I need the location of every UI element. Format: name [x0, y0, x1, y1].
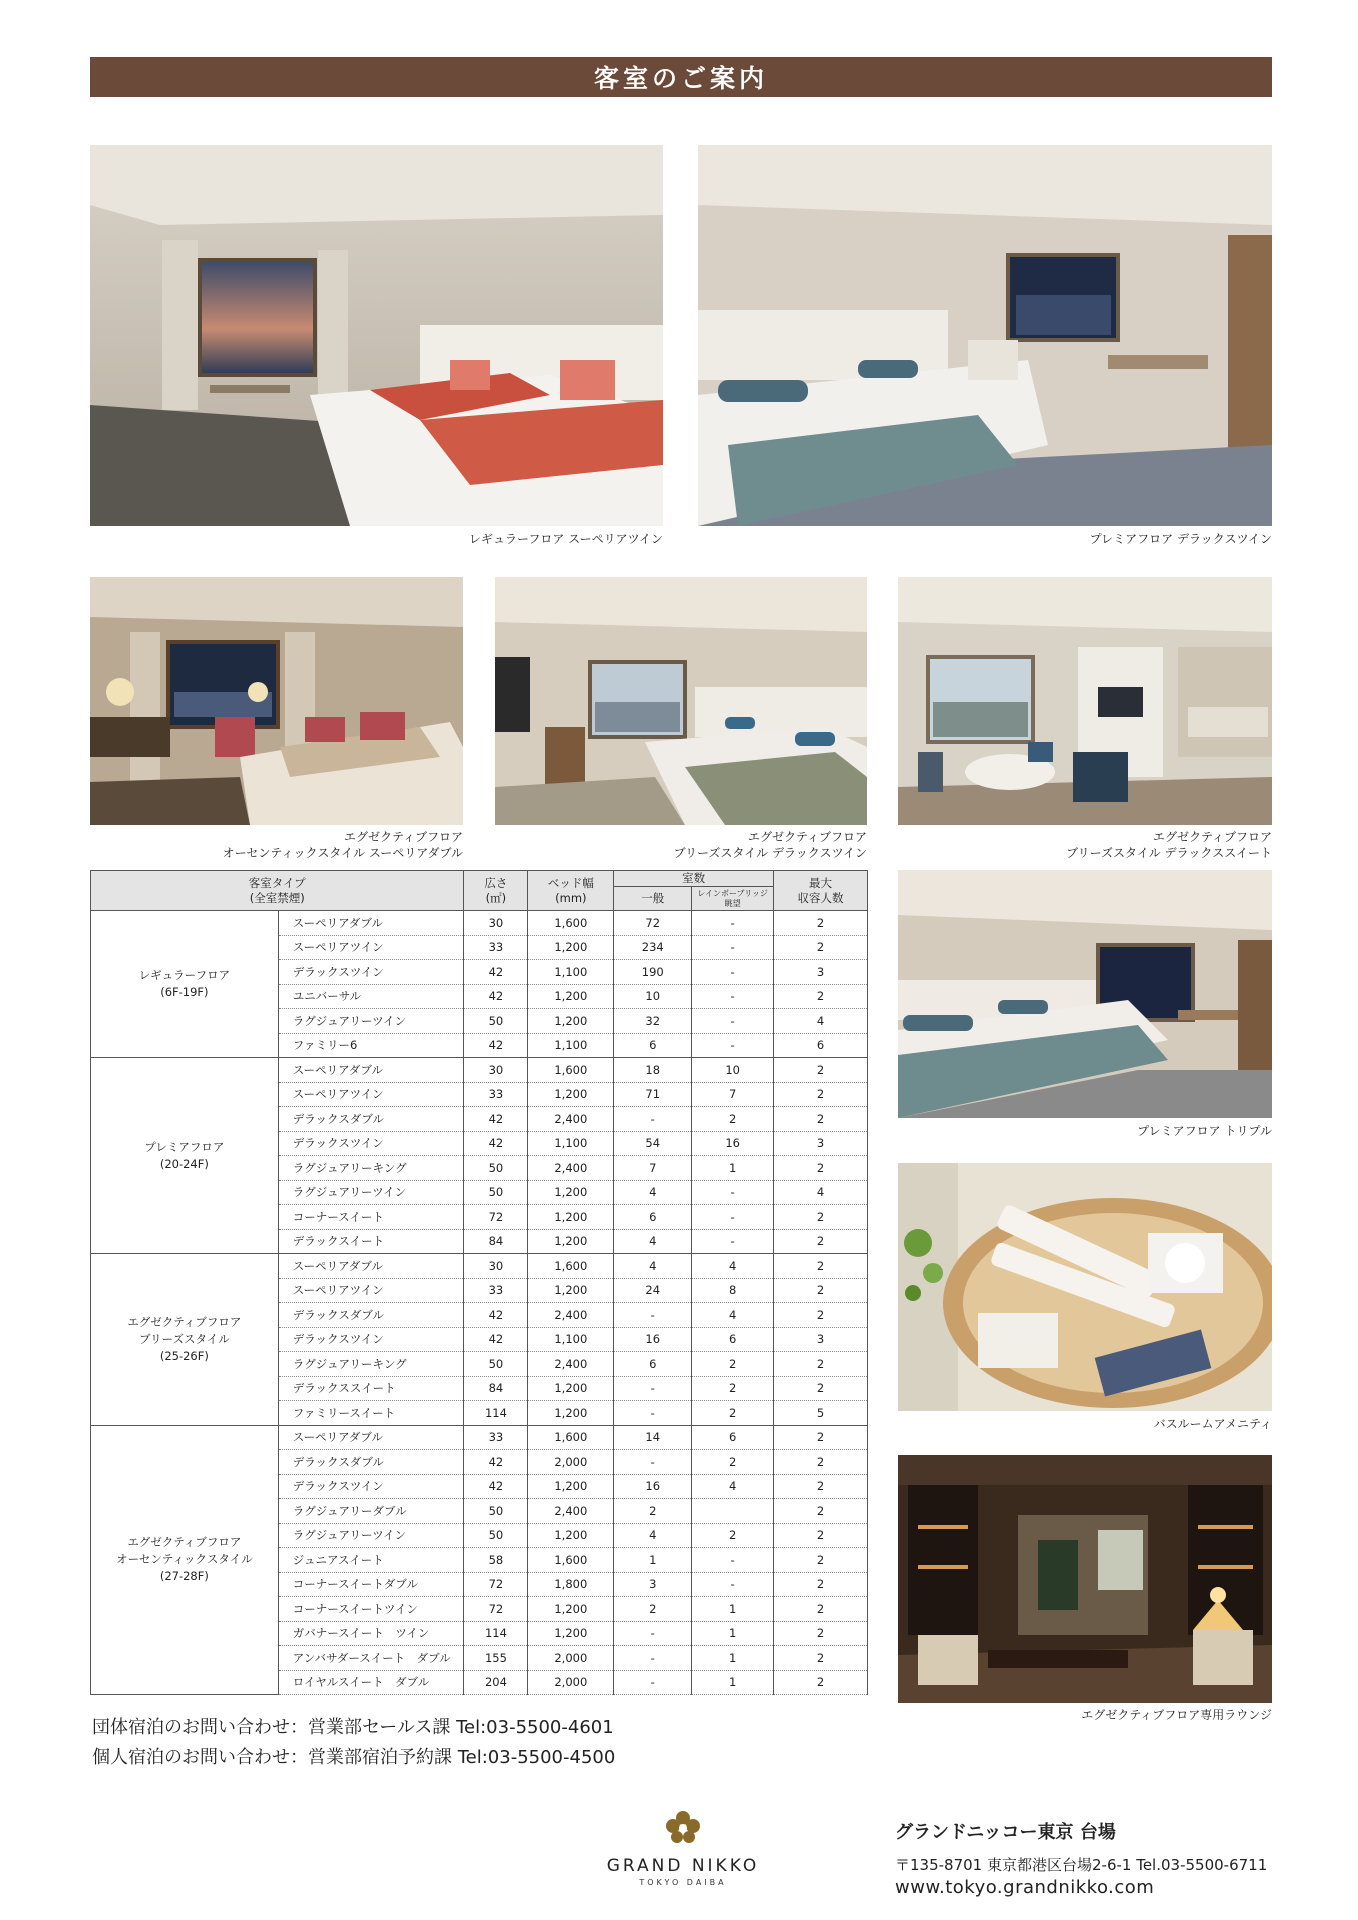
- photo-regular-superior-twin: [90, 145, 663, 526]
- rainbow-view-count-cell: -: [692, 1033, 774, 1058]
- general-count-cell: 6: [614, 1033, 692, 1058]
- header-size: 広さ (㎡): [464, 871, 528, 911]
- caption-premier-deluxe-twin: プレミアフロア デラックスツイン: [1089, 532, 1272, 546]
- general-count-cell: 6: [614, 1205, 692, 1230]
- room-type-cell: デラックスツイン: [278, 1327, 464, 1352]
- bed-width-cell: 1,200: [528, 1401, 614, 1426]
- table-row: [91, 1254, 868, 1279]
- bed-width-cell: 2,400: [528, 1352, 614, 1377]
- room-type-cell: デラックスダブル: [278, 1450, 464, 1475]
- size-cell: 114: [464, 1621, 528, 1646]
- floor-group-line: (6F-19F): [160, 985, 209, 999]
- room-type-cell: デラックスダブル: [278, 1303, 464, 1328]
- rainbow-view-count-cell: 6: [692, 1327, 774, 1352]
- rainbow-view-count-cell: 4: [692, 1474, 774, 1499]
- floor-group-line: (25-26F): [159, 1348, 209, 1363]
- max-occupancy-cell: 3: [774, 1327, 868, 1352]
- room-type-cell: ジュニアスイート: [278, 1548, 464, 1573]
- size-cell: 42: [464, 1327, 528, 1352]
- max-occupancy-cell: 6: [774, 1033, 868, 1058]
- general-count-cell: 18: [614, 1058, 692, 1083]
- room-type-cell: デラックスダブル: [278, 1107, 464, 1132]
- max-occupancy-cell: 3: [774, 960, 868, 985]
- bed-width-cell: 1,100: [528, 1033, 614, 1058]
- hotel-address: 〒135-8701 東京都港区台場2-6-1 Tel.03-5500-6711: [895, 1856, 1268, 1874]
- rainbow-view-count-cell: -: [692, 911, 774, 936]
- size-cell: 30: [464, 1058, 528, 1083]
- general-count-cell: 54: [614, 1131, 692, 1156]
- table-row: [91, 911, 868, 936]
- size-cell: 72: [464, 1572, 528, 1597]
- general-count-cell: 16: [614, 1474, 692, 1499]
- photo-executive-lounge: [898, 1455, 1272, 1703]
- max-occupancy-cell: 5: [774, 1401, 868, 1426]
- max-occupancy-cell: 2: [774, 1278, 868, 1303]
- max-occupancy-cell: 2: [774, 1229, 868, 1254]
- rainbow-view-count-cell: -: [692, 1229, 774, 1254]
- max-occupancy-cell: 2: [774, 1303, 868, 1328]
- rainbow-view-count-cell: 1: [692, 1597, 774, 1622]
- size-cell: 33: [464, 1278, 528, 1303]
- max-occupancy-cell: 2: [774, 1082, 868, 1107]
- max-occupancy-cell: 3: [774, 1131, 868, 1156]
- rainbow-view-count-cell: 7: [692, 1082, 774, 1107]
- size-cell: 58: [464, 1548, 528, 1573]
- rainbow-view-count-cell: 2: [692, 1352, 774, 1377]
- room-type-cell: スーペリアダブル: [278, 911, 464, 936]
- bed-width-cell: 1,200: [528, 1205, 614, 1230]
- photo-premier-deluxe-twin: [698, 145, 1272, 526]
- size-cell: 155: [464, 1646, 528, 1671]
- room-type-cell: ラグジュアリーツイン: [278, 1009, 464, 1034]
- room-type-cell: ラグジュアリーキング: [278, 1352, 464, 1377]
- bed-width-cell: 2,400: [528, 1107, 614, 1132]
- caption-exec-breeze-deluxe-twin: [567, 829, 867, 861]
- general-count-cell: 234: [614, 935, 692, 960]
- size-cell: 42: [464, 984, 528, 1009]
- bed-width-cell: 1,800: [528, 1572, 614, 1597]
- room-type-cell: ガバナースイート ツイン: [278, 1621, 464, 1646]
- photo-exec-breeze-deluxe-twin: [495, 577, 867, 825]
- max-occupancy-cell: 2: [774, 1474, 868, 1499]
- floor-group-line: レギュラーフロア: [138, 968, 231, 982]
- size-cell: 72: [464, 1597, 528, 1622]
- caption-line: ブリーズスタイル デラックスツイン: [673, 846, 867, 860]
- bed-width-cell: 1,600: [528, 1058, 614, 1083]
- max-occupancy-cell: 4: [774, 1180, 868, 1205]
- room-type-cell: デラックスツイン: [278, 1474, 464, 1499]
- size-cell: 42: [464, 1131, 528, 1156]
- rainbow-view-count-cell: [692, 1499, 774, 1524]
- size-cell: 30: [464, 1254, 528, 1279]
- general-count-cell: 2: [614, 1499, 692, 1524]
- bed-width-cell: 1,200: [528, 1597, 614, 1622]
- bed-width-cell: 1,200: [528, 1180, 614, 1205]
- general-count-cell: 71: [614, 1082, 692, 1107]
- caption-bathroom-amenity: バスルームアメニティ: [1153, 1417, 1272, 1431]
- rainbow-view-count-cell: -: [692, 1572, 774, 1597]
- photo-exec-breeze-deluxe-suite: [898, 577, 1272, 825]
- photo-bathroom-amenity: [898, 1163, 1272, 1411]
- general-count-cell: 14: [614, 1425, 692, 1450]
- rainbow-view-count-cell: 10: [692, 1058, 774, 1083]
- caption-line: ブリーズスタイル デラックススイート: [1066, 846, 1272, 860]
- general-count-cell: -: [614, 1450, 692, 1475]
- bed-width-cell: 1,200: [528, 1621, 614, 1646]
- max-occupancy-cell: 2: [774, 1058, 868, 1083]
- bed-width-cell: 1,600: [528, 1425, 614, 1450]
- flower-crest-icon: [663, 1808, 703, 1846]
- general-count-cell: 24: [614, 1278, 692, 1303]
- room-type-cell: スーペリアツイン: [278, 935, 464, 960]
- size-cell: 50: [464, 1499, 528, 1524]
- floor-group-label: [91, 1058, 279, 1254]
- general-count-cell: -: [614, 1401, 692, 1426]
- rainbow-view-count-cell: -: [692, 1205, 774, 1230]
- room-type-cell: デラックスツイン: [278, 960, 464, 985]
- general-count-cell: 32: [614, 1009, 692, 1034]
- rainbow-view-count-cell: 2: [692, 1450, 774, 1475]
- general-count-cell: 3: [614, 1572, 692, 1597]
- max-occupancy-cell: 2: [774, 1523, 868, 1548]
- max-occupancy-cell: 2: [774, 1572, 868, 1597]
- bed-width-cell: 1,200: [528, 1376, 614, 1401]
- rainbow-view-count-cell: 1: [692, 1646, 774, 1671]
- rainbow-view-count-cell: 8: [692, 1278, 774, 1303]
- max-occupancy-cell: 2: [774, 1205, 868, 1230]
- max-occupancy-cell: 2: [774, 1450, 868, 1475]
- room-type-cell: ラグジュアリーキング: [278, 1156, 464, 1181]
- general-count-cell: 2: [614, 1597, 692, 1622]
- room-type-cell: ロイヤルスイート ダブル: [278, 1670, 464, 1695]
- max-occupancy-cell: 2: [774, 1621, 868, 1646]
- room-type-cell: スーペリアダブル: [278, 1425, 464, 1450]
- max-occupancy-cell: 2: [774, 935, 868, 960]
- rainbow-view-count-cell: -: [692, 935, 774, 960]
- general-count-cell: 4: [614, 1254, 692, 1279]
- hotel-info: [895, 1818, 1267, 1898]
- caption-premier-triple: プレミアフロア トリプル: [1137, 1124, 1272, 1138]
- bed-width-cell: 2,000: [528, 1450, 614, 1475]
- general-count-cell: 4: [614, 1229, 692, 1254]
- size-cell: 50: [464, 1156, 528, 1181]
- contact-individual: 個人宿泊のお問い合わせ：営業部宿泊予約課 Tel:03-5500-4500: [92, 1747, 616, 1768]
- max-occupancy-cell: 2: [774, 1499, 868, 1524]
- bed-width-cell: 1,200: [528, 1523, 614, 1548]
- rainbow-view-count-cell: 16: [692, 1131, 774, 1156]
- room-type-cell: ユニバーサル: [278, 984, 464, 1009]
- table-row: [91, 1058, 868, 1083]
- bed-width-cell: 1,200: [528, 1278, 614, 1303]
- bed-width-cell: 1,100: [528, 1327, 614, 1352]
- size-cell: 33: [464, 1425, 528, 1450]
- caption-regular-superior-twin: レギュラーフロア スーペリアツイン: [468, 532, 663, 546]
- rainbow-view-count-cell: -: [692, 1548, 774, 1573]
- bed-width-cell: 1,100: [528, 1131, 614, 1156]
- logo-subtitle: TOKYO DAIBA: [639, 1878, 727, 1887]
- max-occupancy-cell: 2: [774, 1376, 868, 1401]
- room-type-cell: コーナースイートダブル: [278, 1572, 464, 1597]
- general-count-cell: 72: [614, 911, 692, 936]
- size-cell: 114: [464, 1401, 528, 1426]
- room-type-cell: スーペリアダブル: [278, 1254, 464, 1279]
- bed-width-cell: 2,000: [528, 1646, 614, 1671]
- caption-line: エグゼクティブフロア: [343, 830, 463, 844]
- bed-width-cell: 1,100: [528, 960, 614, 985]
- room-type-cell: スーペリアツイン: [278, 1082, 464, 1107]
- rainbow-view-count-cell: 4: [692, 1303, 774, 1328]
- header-room-type: 客室タイプ (全室禁煙): [91, 871, 464, 911]
- rainbow-view-count-cell: 1: [692, 1621, 774, 1646]
- page-title: 客室のご案内: [90, 57, 1272, 97]
- header-bed-width: ベッド幅 (mm): [528, 871, 614, 911]
- general-count-cell: -: [614, 1670, 692, 1695]
- rainbow-view-count-cell: 1: [692, 1670, 774, 1695]
- room-type-cell: コーナースイートツイン: [278, 1597, 464, 1622]
- size-cell: 42: [464, 1303, 528, 1328]
- hotel-url[interactable]: www.tokyo.grandnikko.com: [895, 1877, 1155, 1898]
- size-cell: 33: [464, 1082, 528, 1107]
- floor-group-line: (20-24F): [159, 1156, 209, 1171]
- max-occupancy-cell: 2: [774, 1254, 868, 1279]
- header-general: 一般: [614, 887, 692, 911]
- rainbow-view-count-cell: -: [692, 960, 774, 985]
- rainbow-view-count-cell: 2: [692, 1107, 774, 1132]
- hotel-name: グランドニッコー東京 台場: [895, 1822, 1116, 1843]
- size-cell: 84: [464, 1229, 528, 1254]
- bed-width-cell: 2,400: [528, 1156, 614, 1181]
- rainbow-view-count-cell: -: [692, 1009, 774, 1034]
- general-count-cell: 4: [614, 1523, 692, 1548]
- general-count-cell: -: [614, 1303, 692, 1328]
- room-type-cell: ラグジュアリーツイン: [278, 1180, 464, 1205]
- floor-group-line: ブリーズスタイル: [138, 1331, 230, 1346]
- floor-group-label: [91, 1425, 279, 1695]
- floor-group-line: オーセンティックスタイル: [116, 1552, 253, 1567]
- bed-width-cell: 1,200: [528, 1474, 614, 1499]
- caption-line: エグゼクティブフロア: [1152, 830, 1272, 844]
- caption-exec-authentic-superior-double: [163, 829, 463, 861]
- rainbow-view-count-cell: 1: [692, 1156, 774, 1181]
- rainbow-view-count-cell: 6: [692, 1425, 774, 1450]
- rainbow-view-count-cell: 2: [692, 1523, 774, 1548]
- general-count-cell: 7: [614, 1156, 692, 1181]
- rainbow-view-count-cell: -: [692, 1180, 774, 1205]
- caption-executive-lounge: エグゼクティブフロア専用ラウンジ: [1081, 1708, 1272, 1722]
- room-type-cell: デラックスイート: [278, 1229, 464, 1254]
- header-rainbow-bridge-view: レインボーブリッジ 眺望: [692, 887, 774, 911]
- size-cell: 50: [464, 1180, 528, 1205]
- logo-name: GRAND NIKKO: [606, 1856, 760, 1876]
- bed-width-cell: 1,600: [528, 1548, 614, 1573]
- max-occupancy-cell: 2: [774, 1548, 868, 1573]
- caption-line: オーセンティックスタイル スーペリアダブル: [222, 846, 463, 860]
- bed-width-cell: 1,200: [528, 984, 614, 1009]
- size-cell: 42: [464, 1033, 528, 1058]
- general-count-cell: 4: [614, 1180, 692, 1205]
- header-max-occupancy: 最大 収容人数: [774, 871, 868, 911]
- general-count-cell: -: [614, 1621, 692, 1646]
- bed-width-cell: 2,400: [528, 1499, 614, 1524]
- size-cell: 33: [464, 935, 528, 960]
- max-occupancy-cell: 2: [774, 1646, 868, 1671]
- bed-width-cell: 2,000: [528, 1670, 614, 1695]
- floor-group-line: エグゼクティブフロア: [127, 1535, 242, 1550]
- floor-group-line: (27-28F): [159, 1569, 209, 1584]
- room-type-cell: アンバサダースイート ダブル: [278, 1646, 464, 1671]
- room-type-cell: スーペリアツイン: [278, 1278, 464, 1303]
- bed-width-cell: 1,600: [528, 1254, 614, 1279]
- max-occupancy-cell: 2: [774, 1425, 868, 1450]
- general-count-cell: 190: [614, 960, 692, 985]
- general-count-cell: 1: [614, 1548, 692, 1573]
- rainbow-view-count-cell: 2: [692, 1401, 774, 1426]
- floor-group-line: エグゼクティブフロア: [127, 1314, 242, 1329]
- photo-exec-authentic-superior-double: [90, 577, 463, 825]
- contact-group: 団体宿泊のお問い合わせ：営業部セールス課 Tel:03-5500-4601: [92, 1717, 614, 1738]
- floor-group-line: プレミアフロア: [144, 1139, 225, 1154]
- rainbow-view-count-cell: 4: [692, 1254, 774, 1279]
- size-cell: 50: [464, 1523, 528, 1548]
- caption-exec-breeze-deluxe-suite: [972, 829, 1272, 861]
- max-occupancy-cell: 2: [774, 1670, 868, 1695]
- max-occupancy-cell: 2: [774, 1352, 868, 1377]
- max-occupancy-cell: 2: [774, 1107, 868, 1132]
- room-type-cell: ファミリースイート: [278, 1401, 464, 1426]
- header-room-count: 室数: [614, 871, 774, 887]
- floor-group-label: [91, 911, 279, 1058]
- max-occupancy-cell: 2: [774, 984, 868, 1009]
- room-type-cell: コーナースイート: [278, 1205, 464, 1230]
- general-count-cell: 10: [614, 984, 692, 1009]
- bed-width-cell: 1,200: [528, 1009, 614, 1034]
- bed-width-cell: 1,200: [528, 1229, 614, 1254]
- rainbow-view-count-cell: 2: [692, 1376, 774, 1401]
- grand-nikko-logo: [598, 1808, 768, 1887]
- size-cell: 50: [464, 1009, 528, 1034]
- table-row: [91, 1425, 868, 1450]
- general-count-cell: -: [614, 1646, 692, 1671]
- room-type-cell: デラックススイート: [278, 1376, 464, 1401]
- general-count-cell: 6: [614, 1352, 692, 1377]
- bed-width-cell: 1,200: [528, 935, 614, 960]
- max-occupancy-cell: 2: [774, 1156, 868, 1181]
- size-cell: 204: [464, 1670, 528, 1695]
- bed-width-cell: 2,400: [528, 1303, 614, 1328]
- size-cell: 84: [464, 1376, 528, 1401]
- caption-line: エグゼクティブフロア: [747, 830, 867, 844]
- room-type-cell: デラックスツイン: [278, 1131, 464, 1156]
- bed-width-cell: 1,600: [528, 911, 614, 936]
- floor-group-label: [91, 1254, 279, 1426]
- room-type-table: [90, 870, 868, 1695]
- size-cell: 72: [464, 1205, 528, 1230]
- room-type-cell: ファミリー6: [278, 1033, 464, 1058]
- photo-premier-triple: [898, 870, 1272, 1118]
- general-count-cell: -: [614, 1376, 692, 1401]
- bed-width-cell: 1,200: [528, 1082, 614, 1107]
- general-count-cell: 16: [614, 1327, 692, 1352]
- size-cell: 50: [464, 1352, 528, 1377]
- size-cell: 42: [464, 960, 528, 985]
- max-occupancy-cell: 2: [774, 911, 868, 936]
- size-cell: 42: [464, 1450, 528, 1475]
- room-type-cell: ラグジュアリーダブル: [278, 1499, 464, 1524]
- room-type-cell: ラグジュアリーツイン: [278, 1523, 464, 1548]
- rainbow-view-count-cell: -: [692, 984, 774, 1009]
- general-count-cell: -: [614, 1107, 692, 1132]
- max-occupancy-cell: 2: [774, 1597, 868, 1622]
- room-type-cell: スーペリアダブル: [278, 1058, 464, 1083]
- max-occupancy-cell: 4: [774, 1009, 868, 1034]
- size-cell: 42: [464, 1474, 528, 1499]
- size-cell: 42: [464, 1107, 528, 1132]
- size-cell: 30: [464, 911, 528, 936]
